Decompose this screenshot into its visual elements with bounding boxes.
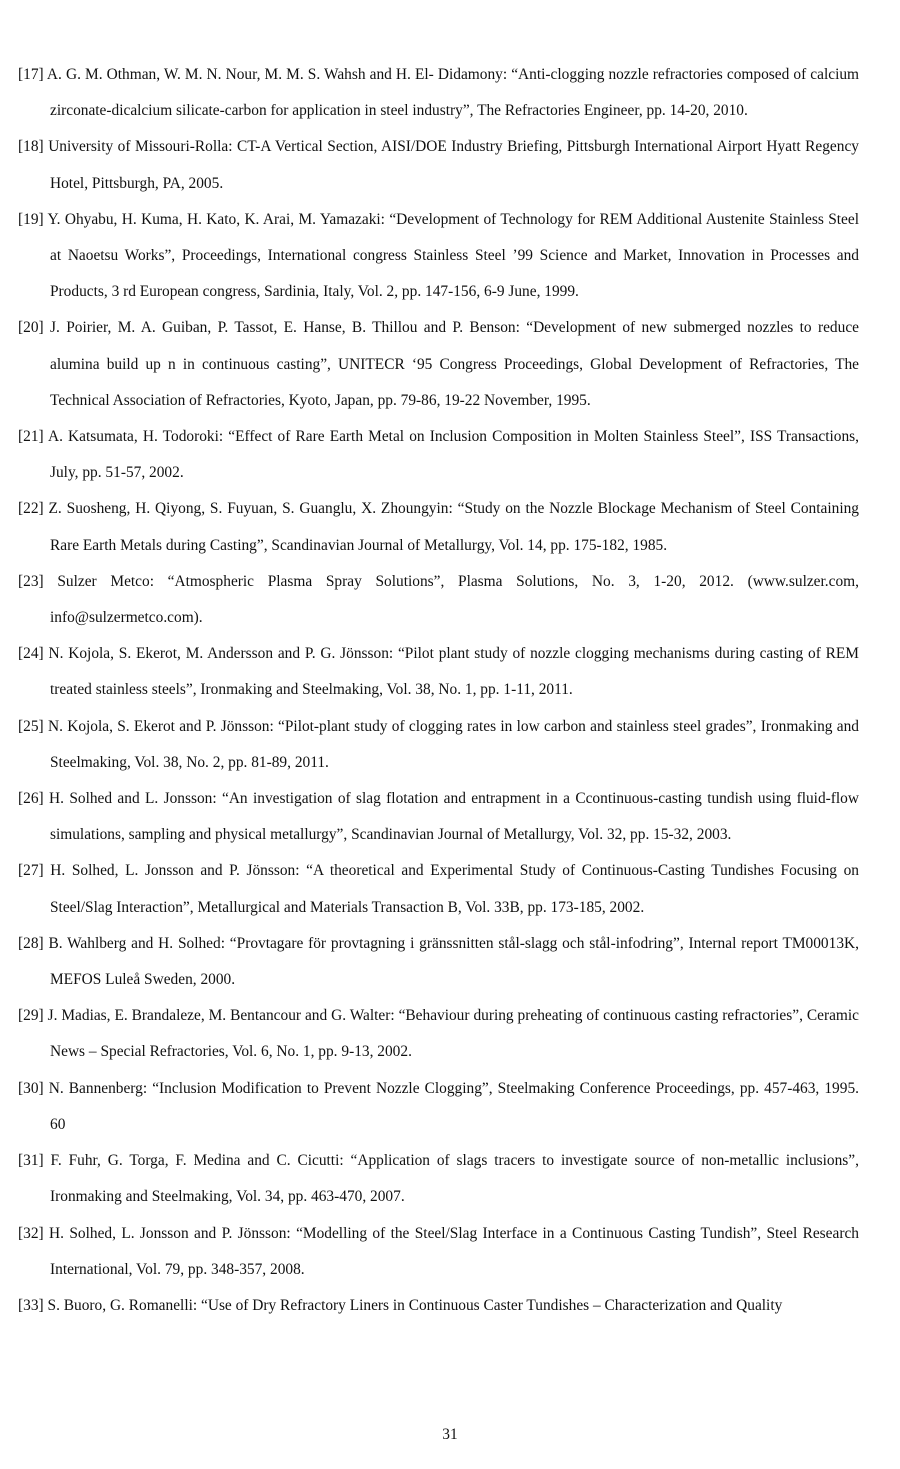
reference-entry-17	[18, 57, 859, 129]
reference-number: [19]	[18, 210, 44, 228]
reference-text: J. Poirier, M. A. Guiban, P. Tassot, E. Hanse, B. Thillou and P. Benson: “Development of new submerged nozzles to reduce alumina build up n in continuous casting”, UNITECR ‘95 Congress Proceedings, Global Development of Refractories, The Technical Association of Refractories, Kyoto, Japan, pp. 79-86, 19-22 November, 1995.	[50, 319, 859, 409]
reference-entry-24	[18, 636, 859, 708]
reference-number: [33]	[18, 1296, 44, 1314]
reference-number: [25]	[18, 717, 44, 735]
reference-number: [18]	[18, 138, 44, 156]
reference-entry-18	[18, 129, 859, 201]
reference-entry-28	[18, 926, 859, 998]
reference-text: A. Katsumata, H. Todoroki: “Effect of Rare Earth Metal on Inclusion Composition in Molten Stainless Steel”, ISS Transactions, July, pp. 51-57, 2002.	[47, 428, 859, 482]
reference-text: Z. Suosheng, H. Qiyong, S. Fuyuan, S. Guanglu, X. Zhoungyin: “Study on the Nozzle Blockage Mechanism of Steel Containing Rare Earth Metals during Casting”, Scandinavian Journal of Metallurgy, Vol. 14, pp. 175-182, 1985.	[48, 500, 859, 554]
reference-entry-30	[18, 1071, 859, 1143]
reference-text: B. Wahlberg and H. Solhed: “Provtagare för provtagning i gränssnitten stål-slagg och stål-infodring”, Internal report TM00013K, MEFOS Luleå Sweden, 2000.	[48, 934, 859, 989]
reference-number: [23]	[18, 572, 44, 590]
reference-number: [28]	[18, 934, 44, 952]
reference-list	[18, 57, 859, 1324]
page-number: 31	[442, 1426, 458, 1443]
reference-number: [21]	[18, 428, 44, 446]
reference-number: [31]	[18, 1152, 44, 1170]
reference-text: F. Fuhr, G. Torga, F. Medina and C. Cicutti: “Application of slags tracers to investigate source of non-metallic inclusions”, Ironmaking and Steelmaking, Vol. 34, pp. 463-470, 2007.	[50, 1152, 859, 1206]
reference-text: A. G. M. Othman, W. M. N. Nour, M. M. S. Wahsh and H. El- Didamony: “Anti-clogging nozzle refractories composed of calcium zirconate-dicalcium silicate-carbon for application in steel industry”, The Refractories Engineer, pp. 14-20, 2010.	[46, 66, 860, 120]
reference-text: H. Solhed and L. Jonsson: “An investigation of slag flotation and entrapment in a Ccontinuous-casting tundish using fluid-flow simulations, sampling and physical metallurgy”, Scandinavian Journal of Metallurgy, Vol. 32, pp. 15-32, 2003.	[49, 790, 859, 844]
reference-entry-29	[18, 998, 859, 1070]
reference-number: [32]	[18, 1224, 44, 1242]
reference-entry-27	[18, 853, 859, 925]
reference-number: [26]	[18, 790, 44, 808]
reference-text: N. Kojola, S. Ekerot and P. Jönsson: “Pilot-plant study of clogging rates in low carbon and stainless steel grades”, Ironmaking and Steelmaking, Vol. 38, No. 2, pp. 81-89, 2011.	[47, 717, 859, 771]
reference-number: [22]	[18, 500, 44, 518]
reference-entry-33	[18, 1288, 859, 1324]
reference-entry-20	[18, 310, 859, 419]
reference-entry-31	[18, 1143, 859, 1215]
reference-entry-26	[18, 781, 859, 853]
reference-entry-25	[18, 709, 859, 781]
reference-text: N. Kojola, S. Ekerot, M. Andersson and P. G. Jönsson: “Pilot plant study of nozzle clogging mechanisms during casting of REM treated stainless steels”, Ironmaking and Steelmaking, Vol. 38, No. 1, pp. 1-11, 2011.	[48, 645, 859, 699]
reference-text: H. Solhed, L. Jonsson and P. Jönsson: “A theoretical and Experimental Study of Continuous-Casting Tundishes Focusing on Steel/Slag Interaction”, Metallurgical and Materials Transaction B, Vol. 33B, pp. 173-185, 2002.	[50, 862, 859, 916]
reference-text: S. Buoro, G. Romanelli: “Use of Dry Refractory Liners in Continuous Caster Tundishes – Characterization and Quality	[47, 1296, 783, 1314]
reference-text: Y. Ohyabu, H. Kuma, H. Kato, K. Arai, M. Yamazaki: “Development of Technology for REM Additional Austenite Stainless Steel at Naoetsu Works”, Proceedings, International congress Stainless Steel ’99 Science and Market, Innovation in Processes and Products, 3 rd European congress, Sardinia, Italy, Vol. 2, pp. 147-156, 6-9 June, 1999.	[47, 210, 859, 301]
reference-entry-32	[18, 1216, 859, 1288]
reference-text: University of Missouri-Rolla: CT-A Vertical Section, AISI/DOE Industry Briefing, Pittsburgh International Airport Hyatt Regency Hotel, Pittsburgh, PA, 2005.	[48, 138, 859, 192]
reference-number: [20]	[18, 319, 44, 337]
reference-text: J. Madias, E. Brandaleze, M. Bentancour and G. Walter: “Behaviour during preheating of continuous casting refractories”, Ceramic News – Special Refractories, Vol. 6, No. 1, pp. 9-13, 2002.	[47, 1007, 859, 1061]
reference-entry-21	[18, 419, 859, 491]
reference-text: Sulzer Metco: “Atmospheric Plasma Spray Solutions”, Plasma Solutions, No. 3, 1-20, 2012. (www.sulzer.com, info@sulzermetco.com).	[50, 572, 859, 627]
reference-entry-22	[18, 491, 859, 563]
reference-entry-19	[18, 202, 859, 311]
reference-number: [29]	[18, 1007, 44, 1025]
reference-text: H. Solhed, L. Jonsson and P. Jönsson: “Modelling of the Steel/Slag Interface in a Continuous Casting Tundish”, Steel Research International, Vol. 79, pp. 348-357, 2008.	[49, 1224, 859, 1278]
reference-number: [27]	[18, 862, 44, 880]
reference-number: [17]	[18, 66, 44, 83]
reference-entry-23	[18, 564, 859, 636]
reference-number: [24]	[18, 645, 44, 663]
reference-number: [30]	[18, 1079, 44, 1097]
reference-text: N. Bannenberg: “Inclusion Modification to Prevent Nozzle Clogging”, Steelmaking Conference Proceedings, pp. 457-463, 1995. 60	[48, 1079, 859, 1133]
